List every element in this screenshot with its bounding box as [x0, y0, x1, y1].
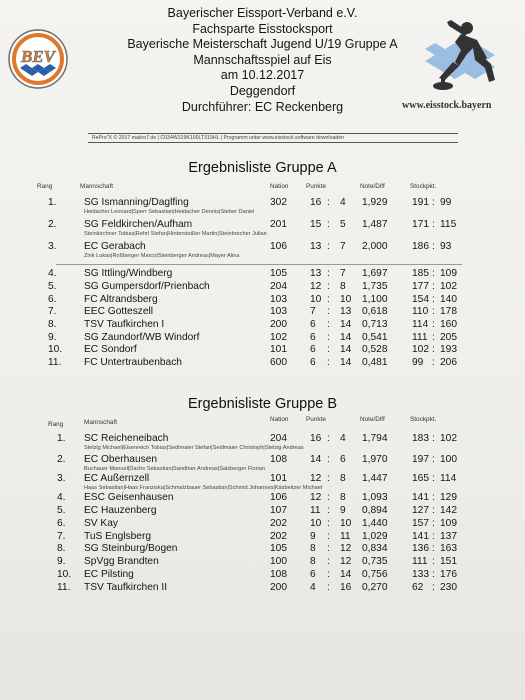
- stock-points-against: 160: [440, 319, 457, 330]
- points-separator: :: [327, 281, 330, 292]
- points-won: 12: [310, 473, 322, 484]
- stock-points-for: 171: [412, 219, 429, 230]
- nation-code: 204: [270, 433, 287, 444]
- nation-code: 106: [270, 241, 287, 252]
- points-separator: :: [327, 219, 330, 230]
- note-diff: 1,487: [362, 219, 388, 230]
- points-won: 13: [310, 241, 322, 252]
- stock-points-against: 176: [440, 569, 457, 580]
- col-stockpkt: Stockpkt.: [410, 416, 437, 423]
- table-row: [0, 556, 525, 569]
- header-line-3: Bayerische Meisterschaft Jugend U/19 Gruppe A: [127, 37, 398, 52]
- team-name: ESC Geisenhausen: [84, 492, 174, 503]
- col-nation: Nation: [270, 416, 289, 423]
- bev-logo-text: BEV: [20, 47, 56, 66]
- points-separator: :: [327, 306, 330, 317]
- stock-points-separator: :: [432, 518, 435, 529]
- points-separator: :: [327, 492, 330, 503]
- nation-code: 105: [270, 543, 287, 554]
- points-lost: 14: [340, 569, 352, 580]
- player-list: Steinkirchner Tobias|Rehrl Stefan|Hinterstoißer Martin|Steinbrecher Julian: [84, 231, 267, 237]
- stock-points-separator: :: [432, 473, 435, 484]
- website-label: www.eisstock.bayern: [402, 100, 492, 111]
- rank-cell: 5.: [57, 505, 66, 516]
- stock-points-for: 99: [412, 357, 424, 368]
- points-won: 8: [310, 543, 316, 554]
- stock-points-for: 110: [412, 306, 429, 317]
- points-separator: :: [327, 556, 330, 567]
- team-name: SG Zaundorf/WB Windorf: [84, 332, 200, 343]
- team-name: TSV Taufkirchen I: [84, 319, 165, 330]
- points-won: 6: [310, 569, 316, 580]
- points-lost: 14: [340, 332, 352, 343]
- note-diff: 1,794: [362, 433, 388, 444]
- points-lost: 14: [340, 357, 352, 368]
- points-won: 14: [310, 454, 322, 465]
- note-diff: 2,000: [362, 241, 388, 252]
- nation-code: 106: [270, 492, 287, 503]
- note-diff: 1,735: [362, 281, 388, 292]
- note-diff: 1,100: [362, 294, 388, 305]
- stock-points-for: 154: [412, 294, 429, 305]
- stock-points-for: 141: [412, 492, 429, 503]
- stock-points-for: 183: [412, 433, 429, 444]
- note-diff: 0,756: [362, 569, 388, 580]
- stock-points-against: 163: [440, 543, 457, 554]
- stock-points-separator: :: [432, 492, 435, 503]
- nation-code: 101: [270, 473, 287, 484]
- note-diff: 1,970: [362, 454, 388, 465]
- stock-points-against: 100: [440, 454, 457, 465]
- stock-points-against: 137: [440, 531, 457, 542]
- points-lost: 11: [340, 531, 351, 542]
- note-diff: 1,929: [362, 197, 388, 208]
- points-lost: 4: [340, 433, 346, 444]
- rank-cell: 10.: [57, 569, 72, 580]
- points-separator: :: [327, 543, 330, 554]
- note-diff: 0,834: [362, 543, 388, 554]
- points-lost: 10: [340, 518, 352, 529]
- col-note-diff: Note/Diff: [360, 416, 385, 423]
- note-diff: 0,894: [362, 505, 388, 516]
- stock-points-separator: :: [432, 268, 435, 279]
- points-lost: 8: [340, 473, 346, 484]
- stock-points-against: 114: [440, 473, 457, 484]
- nation-code: 202: [270, 518, 287, 529]
- header-line-7: Durchführer: EC Reckenberg: [181, 99, 344, 114]
- team-name: EC Gerabach: [84, 241, 146, 252]
- stock-points-against: 193: [440, 344, 457, 355]
- nation-code: 100: [270, 556, 287, 567]
- header-line-4: Mannschaftsspiel auf Eis: [193, 52, 332, 67]
- team-name: SC Reicheneibach: [84, 433, 169, 444]
- points-separator: :: [327, 582, 330, 593]
- points-won: 12: [310, 281, 322, 292]
- points-lost: 14: [340, 319, 352, 330]
- points-lost: 8: [340, 492, 346, 503]
- nation-code: 204: [270, 281, 287, 292]
- col-points: Punkte: [306, 416, 326, 423]
- points-won: 10: [310, 294, 322, 305]
- team-name: SG Gumpersdorf/Prienbach: [84, 281, 210, 292]
- col-team: Mannschaft: [84, 419, 118, 426]
- player-list: Zink Lukas|Roßberger Marco|Steinberger Andreas|Mayer Alina: [84, 253, 240, 259]
- points-lost: 13: [340, 306, 352, 317]
- header-rule-top: [88, 133, 458, 134]
- table-row: [0, 197, 525, 210]
- stock-points-separator: :: [432, 454, 435, 465]
- stock-points-for: 165: [412, 473, 429, 484]
- stock-points-against: 230: [440, 582, 457, 593]
- stock-points-separator: :: [432, 433, 435, 444]
- rank-cell: 8.: [48, 319, 57, 330]
- stock-points-separator: :: [432, 344, 435, 355]
- team-name: FC Altrandsberg: [84, 294, 158, 305]
- table-row: [0, 319, 525, 332]
- player-list: Haas Sebastian|Haas Franziska|Schmalzbauer Sebastian|Schmid Johannes|Käsbeitzer Michael: [84, 485, 323, 491]
- points-lost: 5: [340, 219, 346, 230]
- table-row: [0, 281, 525, 294]
- stock-points-against: 140: [440, 294, 457, 305]
- stock-points-separator: :: [432, 306, 435, 317]
- points-lost: 8: [340, 281, 346, 292]
- stock-points-separator: :: [432, 531, 435, 542]
- points-separator: :: [327, 505, 330, 516]
- points-won: 9: [310, 531, 316, 542]
- group-a-title: Ergebnisliste Gruppe A: [188, 160, 337, 176]
- points-separator: :: [327, 357, 330, 368]
- rank-cell: 11.: [57, 582, 71, 593]
- nation-code: 600: [270, 357, 287, 368]
- points-won: 6: [310, 357, 316, 368]
- stock-points-for: 136: [412, 543, 429, 554]
- nation-code: 103: [270, 294, 287, 305]
- stock-points-for: 133: [412, 569, 429, 580]
- header-line-5: am 10.12.2017: [220, 68, 305, 83]
- table-row: [0, 357, 525, 370]
- points-lost: 7: [340, 241, 346, 252]
- rank-cell: 3.: [48, 241, 57, 252]
- points-lost: 14: [340, 344, 352, 355]
- points-separator: :: [327, 319, 330, 330]
- player-list: Stelzig Michael|Eisenreich Tobias|Sedlmaier Stefan|Sedlmaier Christoph|Stelzig Andreas: [84, 445, 304, 451]
- nation-code: 105: [270, 268, 287, 279]
- stock-points-against: 205: [440, 332, 457, 343]
- rank-cell: 4.: [48, 268, 57, 279]
- player-list: Heidacher Leonard|Sperr Sebastian|Heidacher Dennis|Steber Daniel: [84, 209, 255, 215]
- note-diff: 0,713: [362, 319, 388, 330]
- table-row: [0, 569, 525, 582]
- rank-cell: 7.: [57, 531, 66, 542]
- group-b-title: Ergebnisliste Gruppe B: [187, 396, 338, 412]
- points-won: 13: [310, 268, 322, 279]
- col-points: Punkte: [306, 183, 326, 190]
- points-won: 6: [310, 344, 316, 355]
- stock-points-for: 62: [412, 582, 424, 593]
- stock-points-for: 102: [412, 344, 429, 355]
- col-stockpkt: Stockpkt.: [410, 183, 437, 190]
- note-diff: 1,029: [362, 531, 388, 542]
- nation-code: 201: [270, 219, 287, 230]
- table-row: [0, 306, 525, 319]
- table-row: [0, 241, 525, 254]
- stock-points-against: 102: [440, 433, 457, 444]
- rank-cell: 5.: [48, 281, 57, 292]
- rank-cell: 10.: [48, 344, 63, 355]
- note-diff: 1,447: [362, 473, 388, 484]
- note-diff: 0,528: [362, 344, 388, 355]
- points-won: 6: [310, 319, 316, 330]
- rank-cell: 6.: [48, 294, 57, 305]
- col-rank: Rang: [37, 183, 53, 190]
- stock-points-against: 102: [440, 281, 457, 292]
- stock-points-against: 178: [440, 306, 457, 317]
- rank-cell: 2.: [48, 219, 57, 230]
- col-team: Mannschaft: [80, 183, 114, 190]
- rank-cell: 3.: [57, 473, 66, 484]
- note-diff: 0,481: [362, 357, 388, 368]
- nation-code: 107: [270, 505, 287, 516]
- points-separator: :: [327, 531, 330, 542]
- team-name: TuS Englsberg: [84, 531, 152, 542]
- points-separator: :: [327, 569, 330, 580]
- header-line-6: Deggendorf: [229, 83, 296, 98]
- points-won: 16: [310, 197, 322, 208]
- rank-cell: 1.: [48, 197, 57, 208]
- rank-cell: 2.: [57, 454, 66, 465]
- table-row: [0, 268, 525, 281]
- points-won: 16: [310, 433, 322, 444]
- points-lost: 12: [340, 556, 352, 567]
- stock-points-for: 111: [412, 556, 428, 567]
- stock-points-for: 141: [412, 531, 429, 542]
- stock-points-for: 191: [412, 197, 429, 208]
- rank-cell: 6.: [57, 518, 66, 529]
- header-rule-bottom: [88, 142, 458, 143]
- rank-cell: 8.: [57, 543, 66, 554]
- stock-points-separator: :: [432, 556, 435, 567]
- col-nation: Nation: [270, 183, 289, 190]
- stock-points-against: 93: [440, 241, 452, 252]
- team-name: EC Hauzenberg: [84, 505, 157, 516]
- points-separator: :: [327, 344, 330, 355]
- points-won: 6: [310, 332, 316, 343]
- col-note-diff: Note/Diff: [360, 183, 385, 190]
- points-lost: 7: [340, 268, 346, 279]
- rank-cell: 7.: [48, 306, 57, 317]
- points-separator: :: [327, 241, 330, 252]
- team-name: SG Ismanning/Daglfing: [84, 197, 189, 208]
- nation-code: 200: [270, 319, 287, 330]
- stock-points-against: 115: [440, 219, 457, 230]
- stock-points-against: 151: [440, 556, 457, 567]
- points-lost: 16: [340, 582, 352, 593]
- rank-cell: 4.: [57, 492, 66, 503]
- team-name: EC Außernzell: [84, 473, 150, 484]
- team-name: SG Feldkirchen/Aufham: [84, 219, 193, 230]
- points-won: 12: [310, 492, 322, 503]
- points-lost: 6: [340, 454, 346, 465]
- table-row: [0, 582, 525, 595]
- team-name: SV Kay: [84, 518, 118, 529]
- points-lost: 10: [340, 294, 352, 305]
- points-won: 11: [310, 505, 321, 516]
- stock-points-against: 99: [440, 197, 452, 208]
- note-diff: 0,541: [362, 332, 388, 343]
- stock-points-separator: :: [432, 241, 435, 252]
- team-name: EEC Gotteszell: [84, 306, 154, 317]
- stock-points-against: 206: [440, 357, 457, 368]
- points-separator: :: [327, 454, 330, 465]
- points-separator: :: [327, 518, 330, 529]
- eisstock-logo: [395, 14, 513, 114]
- points-separator: :: [327, 332, 330, 343]
- stock-points-against: 109: [440, 518, 457, 529]
- stock-points-for: 185: [412, 268, 429, 279]
- stock-points-separator: :: [432, 357, 435, 368]
- nation-code: 101: [270, 344, 287, 355]
- stock-points-for: 177: [412, 281, 429, 292]
- team-name: SpVgg Brandten: [84, 556, 159, 567]
- stock-points-for: 157: [412, 518, 429, 529]
- stock-points-for: 111: [412, 332, 428, 343]
- team-name: SG Steinburg/Bogen: [84, 543, 178, 554]
- table-row: [0, 543, 525, 556]
- stock-points-for: 186: [412, 241, 429, 252]
- stock-points-separator: :: [432, 281, 435, 292]
- team-name: SG Ittling/Windberg: [84, 268, 173, 279]
- nation-code: 202: [270, 531, 287, 542]
- table-row: [0, 344, 525, 357]
- points-won: 7: [310, 306, 316, 317]
- team-name: EC Oberhausen: [84, 454, 158, 465]
- stock-points-for: 127: [412, 505, 429, 516]
- table-row: [0, 518, 525, 531]
- nation-code: 302: [270, 197, 287, 208]
- note-diff: 0,735: [362, 556, 388, 567]
- team-name: EC Sondorf: [84, 344, 137, 355]
- note-diff: 1,697: [362, 268, 388, 279]
- rank-cell: 11.: [48, 357, 62, 368]
- team-name: EC Pilsting: [84, 569, 134, 580]
- stock-points-separator: :: [432, 332, 435, 343]
- stock-points-separator: :: [432, 543, 435, 554]
- nation-code: 102: [270, 332, 287, 343]
- header-line-2: Fachsparte Eisstocksport: [192, 21, 333, 36]
- software-info-line: RePro"X © 2017 makro7.de | C034W319K100LT319HL | Programm unter www.eisstock.software downloaden: [92, 135, 345, 141]
- points-separator: :: [327, 473, 330, 484]
- note-diff: 1,440: [362, 518, 388, 529]
- rank-cell: 9.: [48, 332, 57, 343]
- rank-cell: 9.: [57, 556, 66, 567]
- points-lost: 12: [340, 543, 352, 554]
- note-diff: 1,093: [362, 492, 388, 503]
- nation-code: 108: [270, 569, 287, 580]
- team-name: FC Untertraubenbach: [84, 357, 182, 368]
- player-list: Buchauer Manuel|Dachs Sebastian|Sandtner Andreas|Salzberger Florian: [84, 466, 265, 472]
- points-separator: :: [327, 197, 330, 208]
- nation-code: 200: [270, 582, 287, 593]
- points-separator: :: [327, 268, 330, 279]
- stock-points-separator: :: [432, 569, 435, 580]
- header-line-1: Bayerischer Eissport-Verband e.V.: [167, 6, 358, 20]
- col-rank: Rang: [48, 421, 64, 428]
- stock-points-separator: :: [432, 294, 435, 305]
- note-diff: 0,618: [362, 306, 388, 317]
- points-lost: 9: [340, 505, 346, 516]
- nation-code: 108: [270, 454, 287, 465]
- stock-points-separator: :: [432, 197, 435, 208]
- points-won: 8: [310, 556, 316, 567]
- stock-points-for: 114: [412, 319, 429, 330]
- stock-points-separator: :: [432, 582, 435, 593]
- stock-points-against: 129: [440, 492, 457, 503]
- points-lost: 4: [340, 197, 346, 208]
- points-won: 15: [310, 219, 322, 230]
- stock-points-separator: :: [432, 319, 435, 330]
- stock-points-for: 197: [412, 454, 429, 465]
- table-row: [0, 492, 525, 505]
- note-diff: 0,270: [362, 582, 388, 593]
- stock-points-against: 142: [440, 505, 457, 516]
- team-name: TSV Taufkirchen II: [84, 582, 168, 593]
- group-a-divider: [56, 264, 462, 265]
- stock-points-separator: :: [432, 219, 435, 230]
- nation-code: 103: [270, 306, 287, 317]
- points-won: 10: [310, 518, 322, 529]
- stock-points-against: 109: [440, 268, 457, 279]
- points-separator: :: [327, 294, 330, 305]
- table-row: [0, 505, 525, 518]
- rank-cell: 1.: [57, 433, 66, 444]
- points-won: 4: [310, 582, 316, 593]
- points-separator: :: [327, 433, 330, 444]
- stock-points-separator: :: [432, 505, 435, 516]
